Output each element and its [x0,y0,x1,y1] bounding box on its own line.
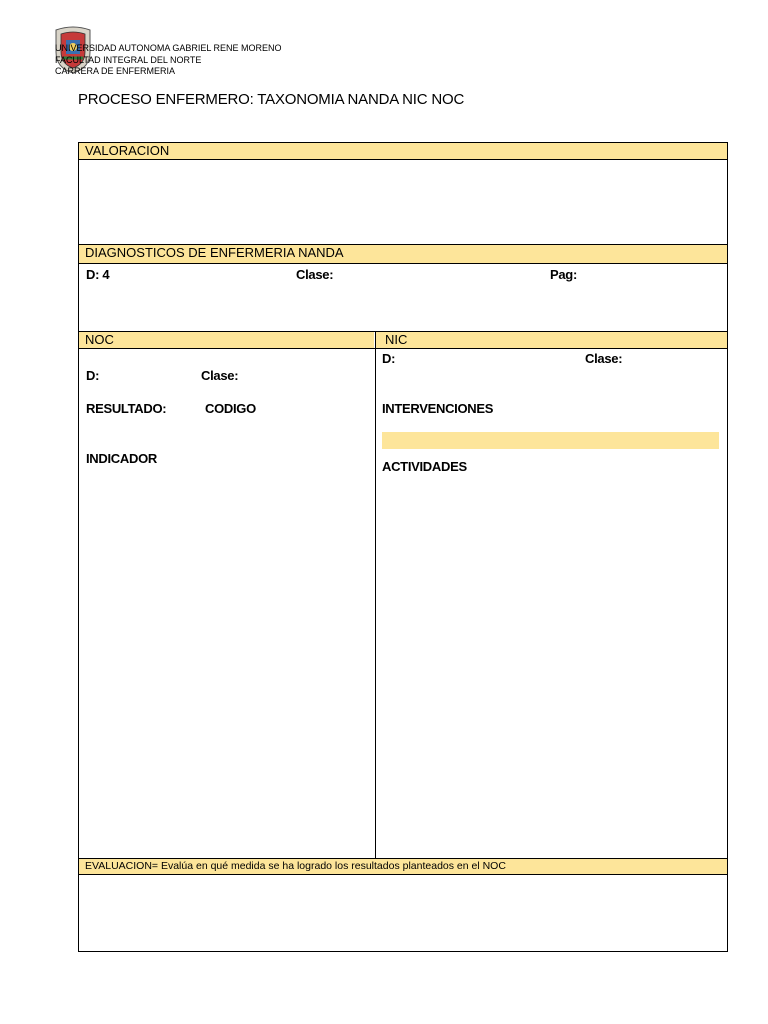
diagnostico-field[interactable] [79,284,727,331]
noc-result-label: RESULTADO: [86,401,167,416]
faculty-name: FACULTAD INTEGRAL DEL NORTE [55,55,202,65]
valoracion-header: VALORACION [79,143,727,159]
noc-code-label: CODIGO [205,401,256,416]
valoracion-field[interactable] [79,160,727,244]
nic-interventions-label: INTERVENCIONES [382,401,494,416]
intervention-highlight-field[interactable] [382,432,719,449]
noc-header: NOC [79,332,374,348]
diagnostico-class-label: Clase: [296,267,334,282]
career-name: CARRERA DE ENFERMERIA [55,66,176,76]
noc-domain-label: D: [86,368,100,383]
diagnostico-domain-label: D: 4 [86,267,110,282]
diagnostico-page-label: Pag: [550,267,577,282]
evaluacion-header: EVALUACION= Evalúa en qué medida se ha logrado los resultados planteados en el NOC [79,859,727,874]
nic-class-label: Clase: [585,351,623,366]
diagnosticos-header: DIAGNOSTICOS DE ENFERMERIA NANDA [79,245,727,263]
evaluacion-field[interactable] [79,875,727,951]
nic-activities-label: ACTIVIDADES [382,459,467,474]
noc-indicator-label: INDICADOR [86,451,157,466]
noc-class-label: Clase: [201,368,239,383]
institution-name: UNIVERSIDAD AUTONOMA GABRIEL RENE MORENO [55,43,282,53]
nic-domain-label: D: [382,351,396,366]
column-divider [375,331,376,858]
nic-header: NIC [376,332,727,348]
page-title: PROCESO ENFERMERO: TAXONOMIA NANDA NIC NOC [78,91,465,108]
